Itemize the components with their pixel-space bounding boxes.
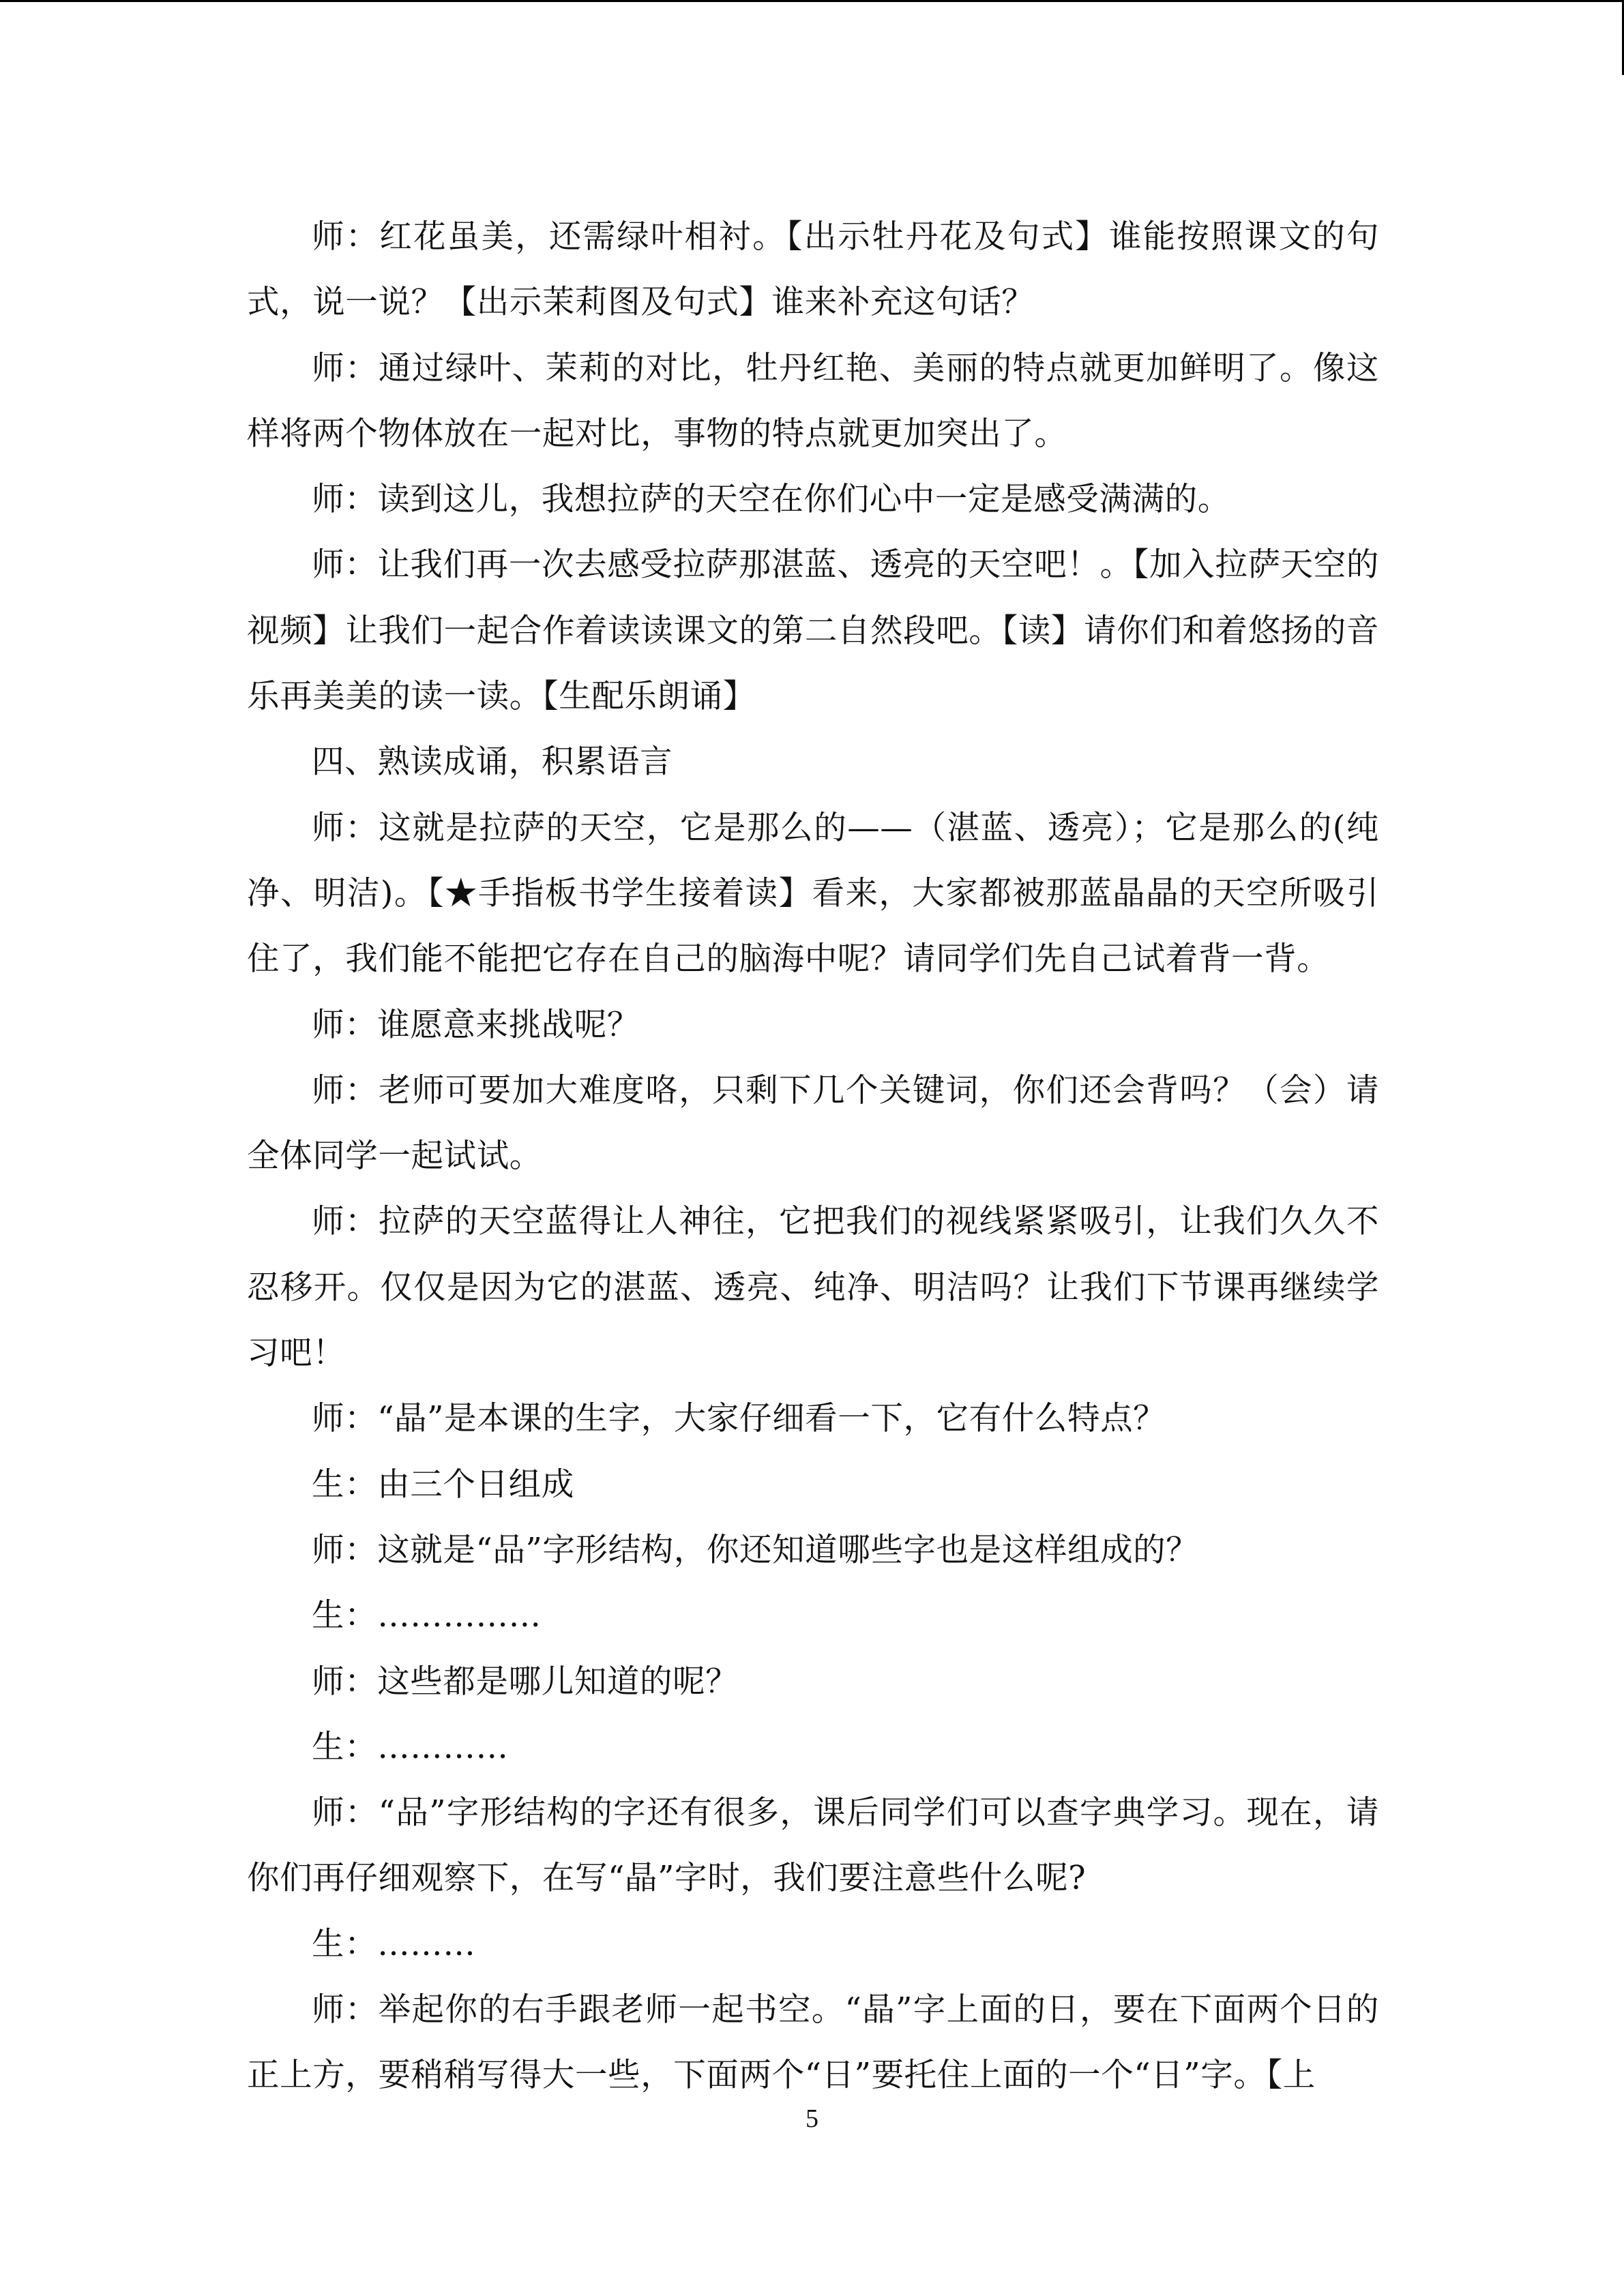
paragraph: 师：这些都是哪儿知道的呢？ xyxy=(312,1663,739,1701)
paragraph: 师：这就是拉萨的天空，它是那么的——（湛蓝、透亮）；它是那么的(纯净、明洁)。【★手指板书学生接着读】看来，大家都被那蓝晶晶的天空所吸引住了，我们能不能把它存在自己的脑海中呢？请同学们先自己试着背一背。 xyxy=(247,809,1379,979)
paragraph: 生：…………… xyxy=(312,1597,542,1635)
paragraph: 师：这就是“品”字形结构，你还知道哪些字也是这样组成的？ xyxy=(312,1531,1199,1569)
page-number: 5 xyxy=(806,2104,818,2133)
paragraph: 生：………… xyxy=(312,1728,509,1766)
paragraph: 师：红花虽美，还需绿叶相衬。【出示牡丹花及句式】谁能按照课文的句式，说一说？【出示茉莉图及句式】谁来补充这句话？ xyxy=(247,218,1379,322)
paragraph: 师：读到这儿，我想拉萨的天空在你们心中一定是感受满满的。 xyxy=(312,481,1230,519)
paragraph: 师：让我们再一次去感受拉萨那湛蓝、透亮的天空吧！。【加入拉萨天空的视频】让我们一起合作着读读课文的第二自然段吧。【读】请你们和着悠扬的音乐再美美的读一读。【生配乐朗诵】 xyxy=(247,546,1379,716)
paragraph: 师：拉萨的天空蓝得让人神往，它把我们的视线紧紧吸引，让我们久久不忍移开。仅仅是因为它的湛蓝、透亮、纯净、明洁吗？让我们下节课再继续学习吧！ xyxy=(247,1203,1379,1373)
paragraph: 师：举起你的右手跟老师一起书空。“晶”字上面的日，要在下面两个日的正上方，要稍稍写得大一些，下面两个“日”要托住上面的一个“日”字。【上 xyxy=(247,1991,1379,2095)
paragraph: 生：由三个日组成 xyxy=(312,1465,574,1504)
paragraph: 生：……… xyxy=(312,1925,476,1963)
paragraph: 师：“晶”是本课的生字，大家仔细看一下，它有什么特点？ xyxy=(312,1400,1166,1438)
document-body xyxy=(247,205,1379,2109)
page-top-border xyxy=(0,0,1624,2)
section-heading: 四、熟读成诵，积累语言 xyxy=(312,743,673,781)
paragraph: 师：通过绿叶、茉莉的对比，牡丹红艳、美丽的特点就更加鲜明了。像这样将两个物体放在一起对比，事物的特点就更加突出了。 xyxy=(247,349,1379,453)
paragraph: 师：老师可要加大难度咯，只剩下几个关键词，你们还会背吗？（会）请全体同学一起试试。 xyxy=(247,1071,1379,1176)
paragraph: 师：谁愿意来挑战呢？ xyxy=(312,1006,640,1044)
paragraph: 师：“品”字形结构的字还有很多，课后同学们可以查字典学习。现在，请你们再仔细观察下，在写“晶”字时，我们要注意些什么呢? xyxy=(247,1794,1379,1898)
